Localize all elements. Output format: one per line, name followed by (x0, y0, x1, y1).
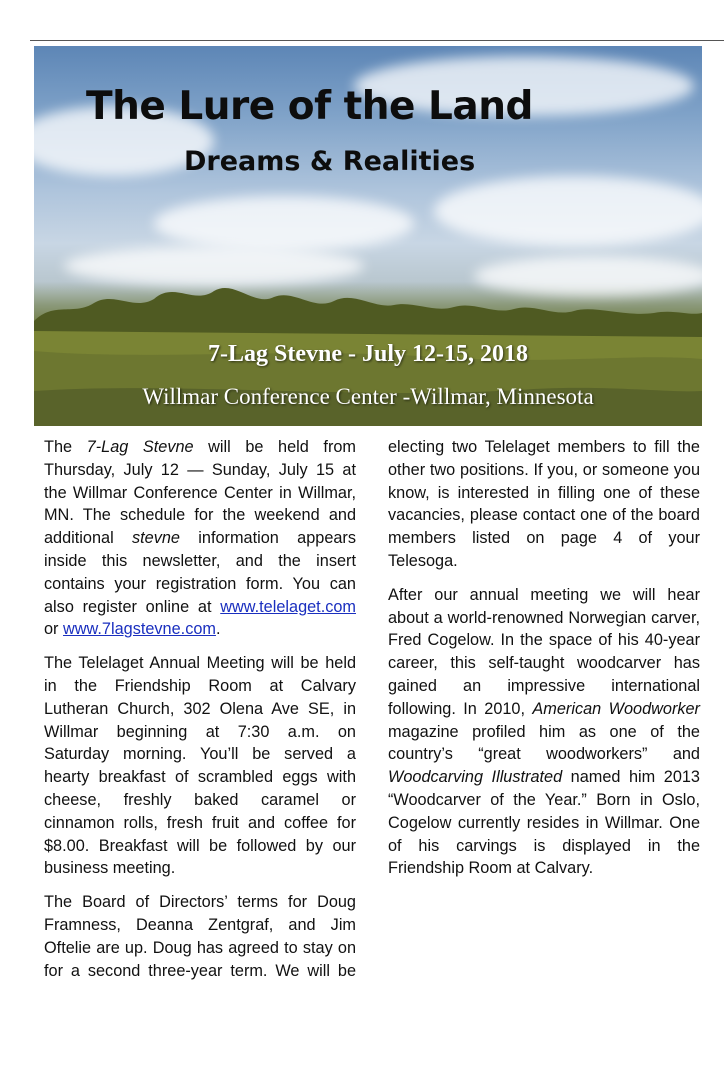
magazine-name: Woodcarving Illustrated (388, 768, 563, 787)
text-run: or (44, 620, 64, 639)
paragraph-board-terms: The Board of Directors’ terms for Doug Framness, Deanna Zentgraf, and Jim Oftelie are up. Doug has agreed to stay on for a second three-year term. We will be (44, 893, 356, 980)
banner-subtitle: Dreams & Realities (184, 146, 476, 177)
magazine-name: American Woodworker (532, 699, 700, 718)
column-left (44, 436, 356, 993)
text-run: magazine profiled him as one of the country’s “great woodworkers” and (388, 722, 700, 764)
paragraph-annual-meeting: The Telelaget Annual Meeting will be held in the Friendship Room at Calvary Lutheran Church, 302 Olena Ave SE, in Willmar beginning at 7:30 a.m. on Saturday morning. You’ll be served a hearty breakfast of scrambled eggs with cheese, freshly baked caramel or cinnamon rolls, fresh fruit and coffee for $8.00. Breakfast will be followed by our business meeting. (44, 654, 356, 878)
text-run: . (215, 620, 221, 639)
event-location: Willmar Conference Center -Willmar, Minnesota (142, 384, 594, 409)
stevne-word: stevne (132, 529, 180, 548)
paragraph-carver (388, 584, 700, 880)
top-rule (30, 40, 724, 41)
banner-image (34, 46, 702, 426)
banner-title: The Lure of the Land (86, 84, 533, 129)
column-right (388, 436, 700, 891)
text-run: named him 2013 “Woodcarver of the Year.” Born in Oslo, Cogelow currently resides in Willmar. One of his carvings is displayed in the Friendship Room at Calvary. (388, 768, 700, 878)
stevne-link[interactable]: www.7lagstevne.com (63, 620, 216, 639)
paragraph-board-terms-continued: electing two Telelaget members to fill the other two positions. If you, or someone you know, is interested in filling one of these vacancies, please contact one of the board members listed on page 4 of your Telesoga. (388, 438, 700, 570)
cloud (154, 196, 414, 251)
text-run: After our annual meeting we will hear about a world-renowned Norwegian carver, Fred Cogelow. In the space of his 40-year career, this self-taught woodcarver has gained an impressive international following. In 2010, (388, 585, 700, 718)
telelaget-link[interactable]: www.telelaget.com (220, 597, 356, 616)
text-run: The (44, 438, 87, 456)
text-run: will be held from Thursday, July 12 — Sunday, July 15 at the Willmar Conference Center in Willmar, MN. The schedule for the weekend and additional (44, 438, 356, 548)
stevne-name: 7-Lag Stevne (86, 438, 194, 456)
event-date: 7-Lag Stevne - July 12-15, 2018 (208, 341, 528, 367)
paragraph-stevne-intro (44, 436, 356, 641)
text-run: information appears inside this newsletter, and the insert contains your registration form. You can also register online at (44, 529, 356, 616)
cloud (434, 176, 702, 246)
